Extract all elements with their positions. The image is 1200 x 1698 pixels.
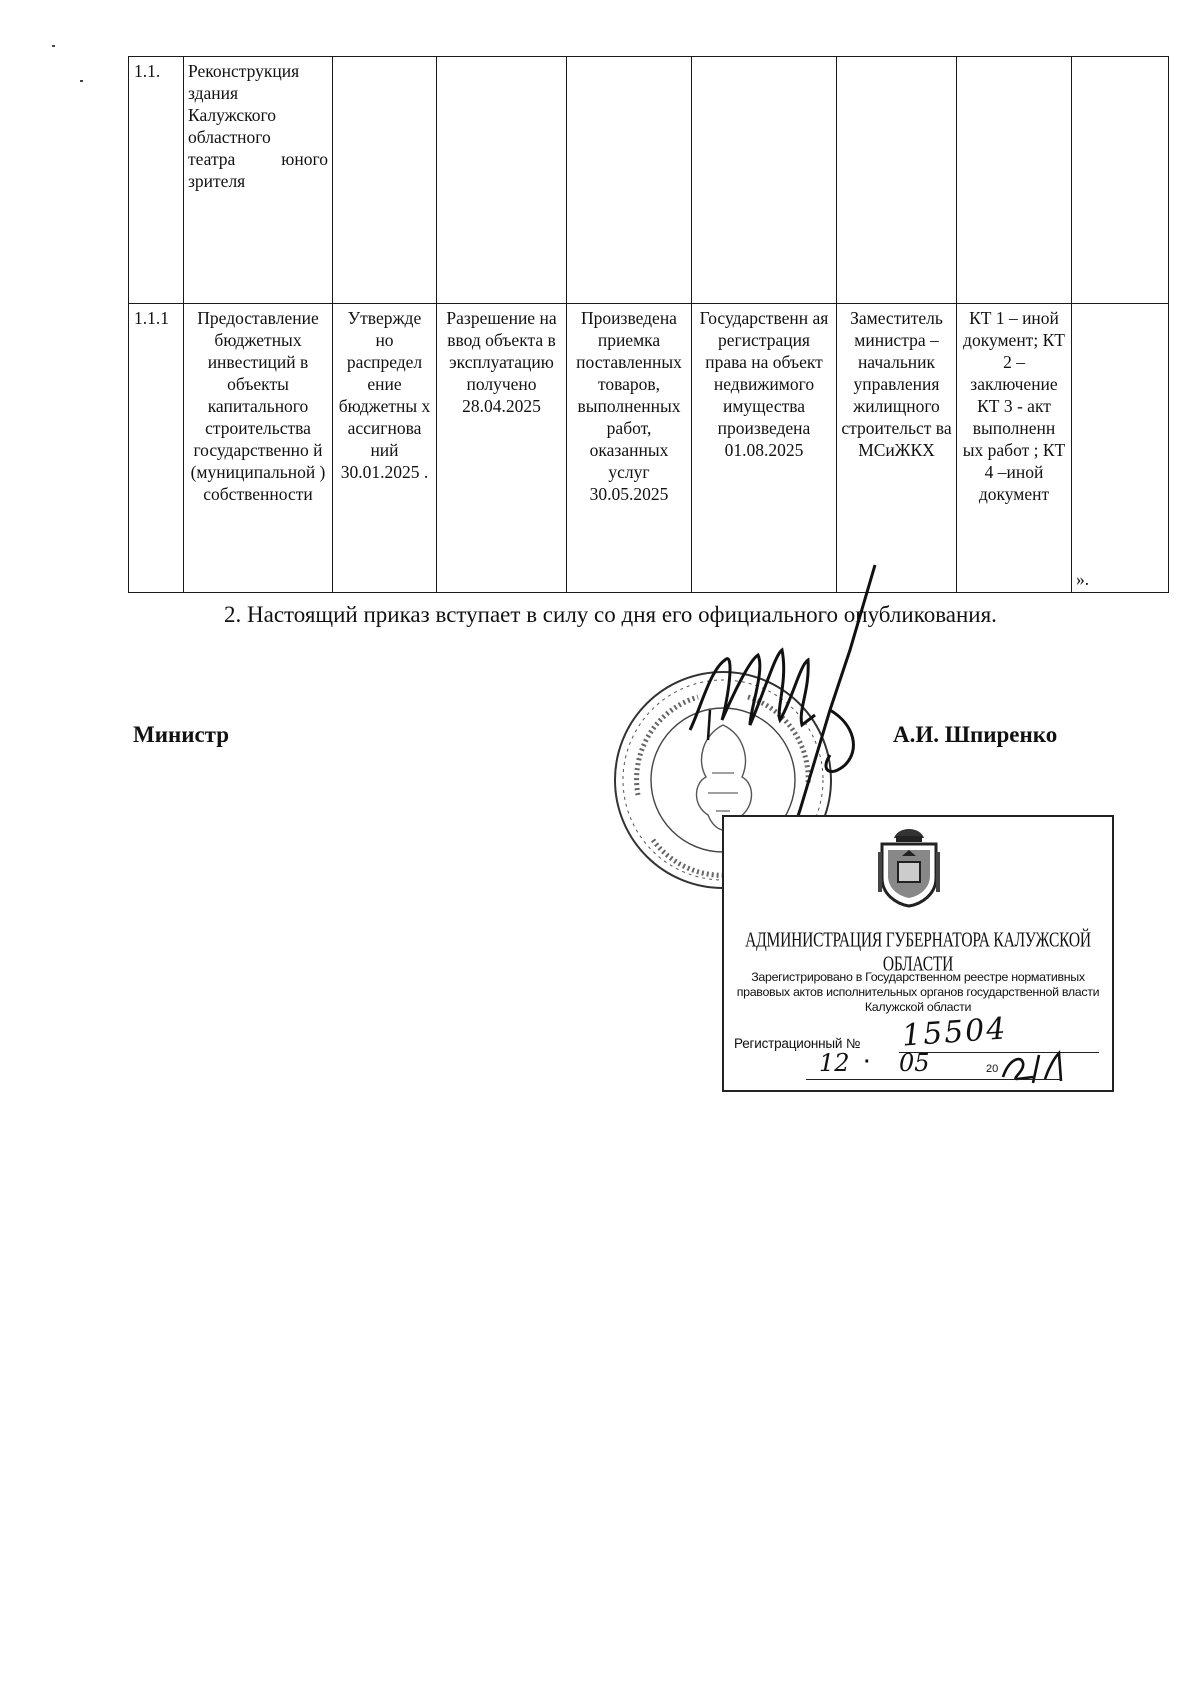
stamp-date-month: 05 xyxy=(899,1049,930,1077)
table-cell xyxy=(837,57,957,304)
stamp-date-day: 12 xyxy=(819,1049,850,1077)
table-cell xyxy=(1072,57,1169,304)
table-cell xyxy=(957,57,1072,304)
section-title-line: Реконструкция xyxy=(188,61,300,81)
registration-stamp xyxy=(722,815,1114,1092)
control-point-cell: Разрешение на ввод объекта в эксплуатацию получено 28.04.2025 xyxy=(437,304,567,593)
scan-speck xyxy=(52,45,55,47)
event-cell: Предоставление бюджетных инвестиций в объекты капитального строительства государственно й (муниципальной ) собственности xyxy=(184,304,333,593)
stamp-number-label: Регистрационный № xyxy=(734,1036,861,1051)
responsible-cell: Заместитель министра – начальник управления жилищного строительст ва МСиЖКХ xyxy=(837,304,957,593)
signatory-name: А.И. Шпиренко xyxy=(893,722,1058,747)
control-point-cell: Произведена приемка поставленных товаров, выполненных работ, оказанных услуг 30.05.2025 xyxy=(567,304,692,593)
control-point-cell: Утвержде но распредел ение бюджетны х ассигнова ний 30.01.2025 . xyxy=(333,304,437,593)
document-type-cell: КТ 1 – иной документ; КТ 2 – заключение КТ 3 - акт выполненн ых работ ; КТ 4 –иной документ xyxy=(957,304,1072,593)
stamp-date-year: 20 xyxy=(986,1063,999,1075)
signatory-position: Министр xyxy=(133,722,230,747)
section-title-line: областного xyxy=(188,127,271,147)
closing-cell xyxy=(1072,304,1169,593)
table-cell xyxy=(567,57,692,304)
coat-of-arms-icon xyxy=(874,822,944,908)
section-title-line: Калужского xyxy=(188,105,277,125)
closing-quote: ». xyxy=(1076,569,1090,589)
table-row-section xyxy=(129,57,1169,304)
section-title-line: театра юного xyxy=(188,149,328,169)
control-point-cell: Государственн ая регистрация права на объект недвижимого имущества произведена 01.08.2025 xyxy=(692,304,837,593)
table-cell xyxy=(692,57,837,304)
stamp-organization: АДМИНИСТРАЦИЯ ГУБЕРНАТОРА КАЛУЖСКОЙ ОБЛАСТИ xyxy=(745,928,1091,976)
stamp-registration-number: 15504 xyxy=(900,1011,1009,1054)
table-cell xyxy=(333,57,437,304)
row-number: 1.1.1 xyxy=(129,304,184,593)
paragraph-2: 2. Настоящий приказ вступает в силу со дня его официального опубликования. xyxy=(224,602,997,627)
section-title xyxy=(184,57,333,304)
scan-speck xyxy=(80,80,83,82)
stamp-registration-note: Зарегистрировано в Государственном реестре нормативных правовых актов исполнительных органов государственной власти Калужской области xyxy=(736,970,1100,1014)
date-separator: · xyxy=(864,1051,871,1073)
table-cell xyxy=(437,57,567,304)
date-underline xyxy=(806,1079,1061,1080)
section-title-line: здания xyxy=(188,83,239,103)
row-number: 1.1. xyxy=(129,57,184,304)
control-points-table xyxy=(128,56,1169,593)
section-title-line: зрителя xyxy=(188,171,246,191)
table-row-item xyxy=(129,304,1169,593)
